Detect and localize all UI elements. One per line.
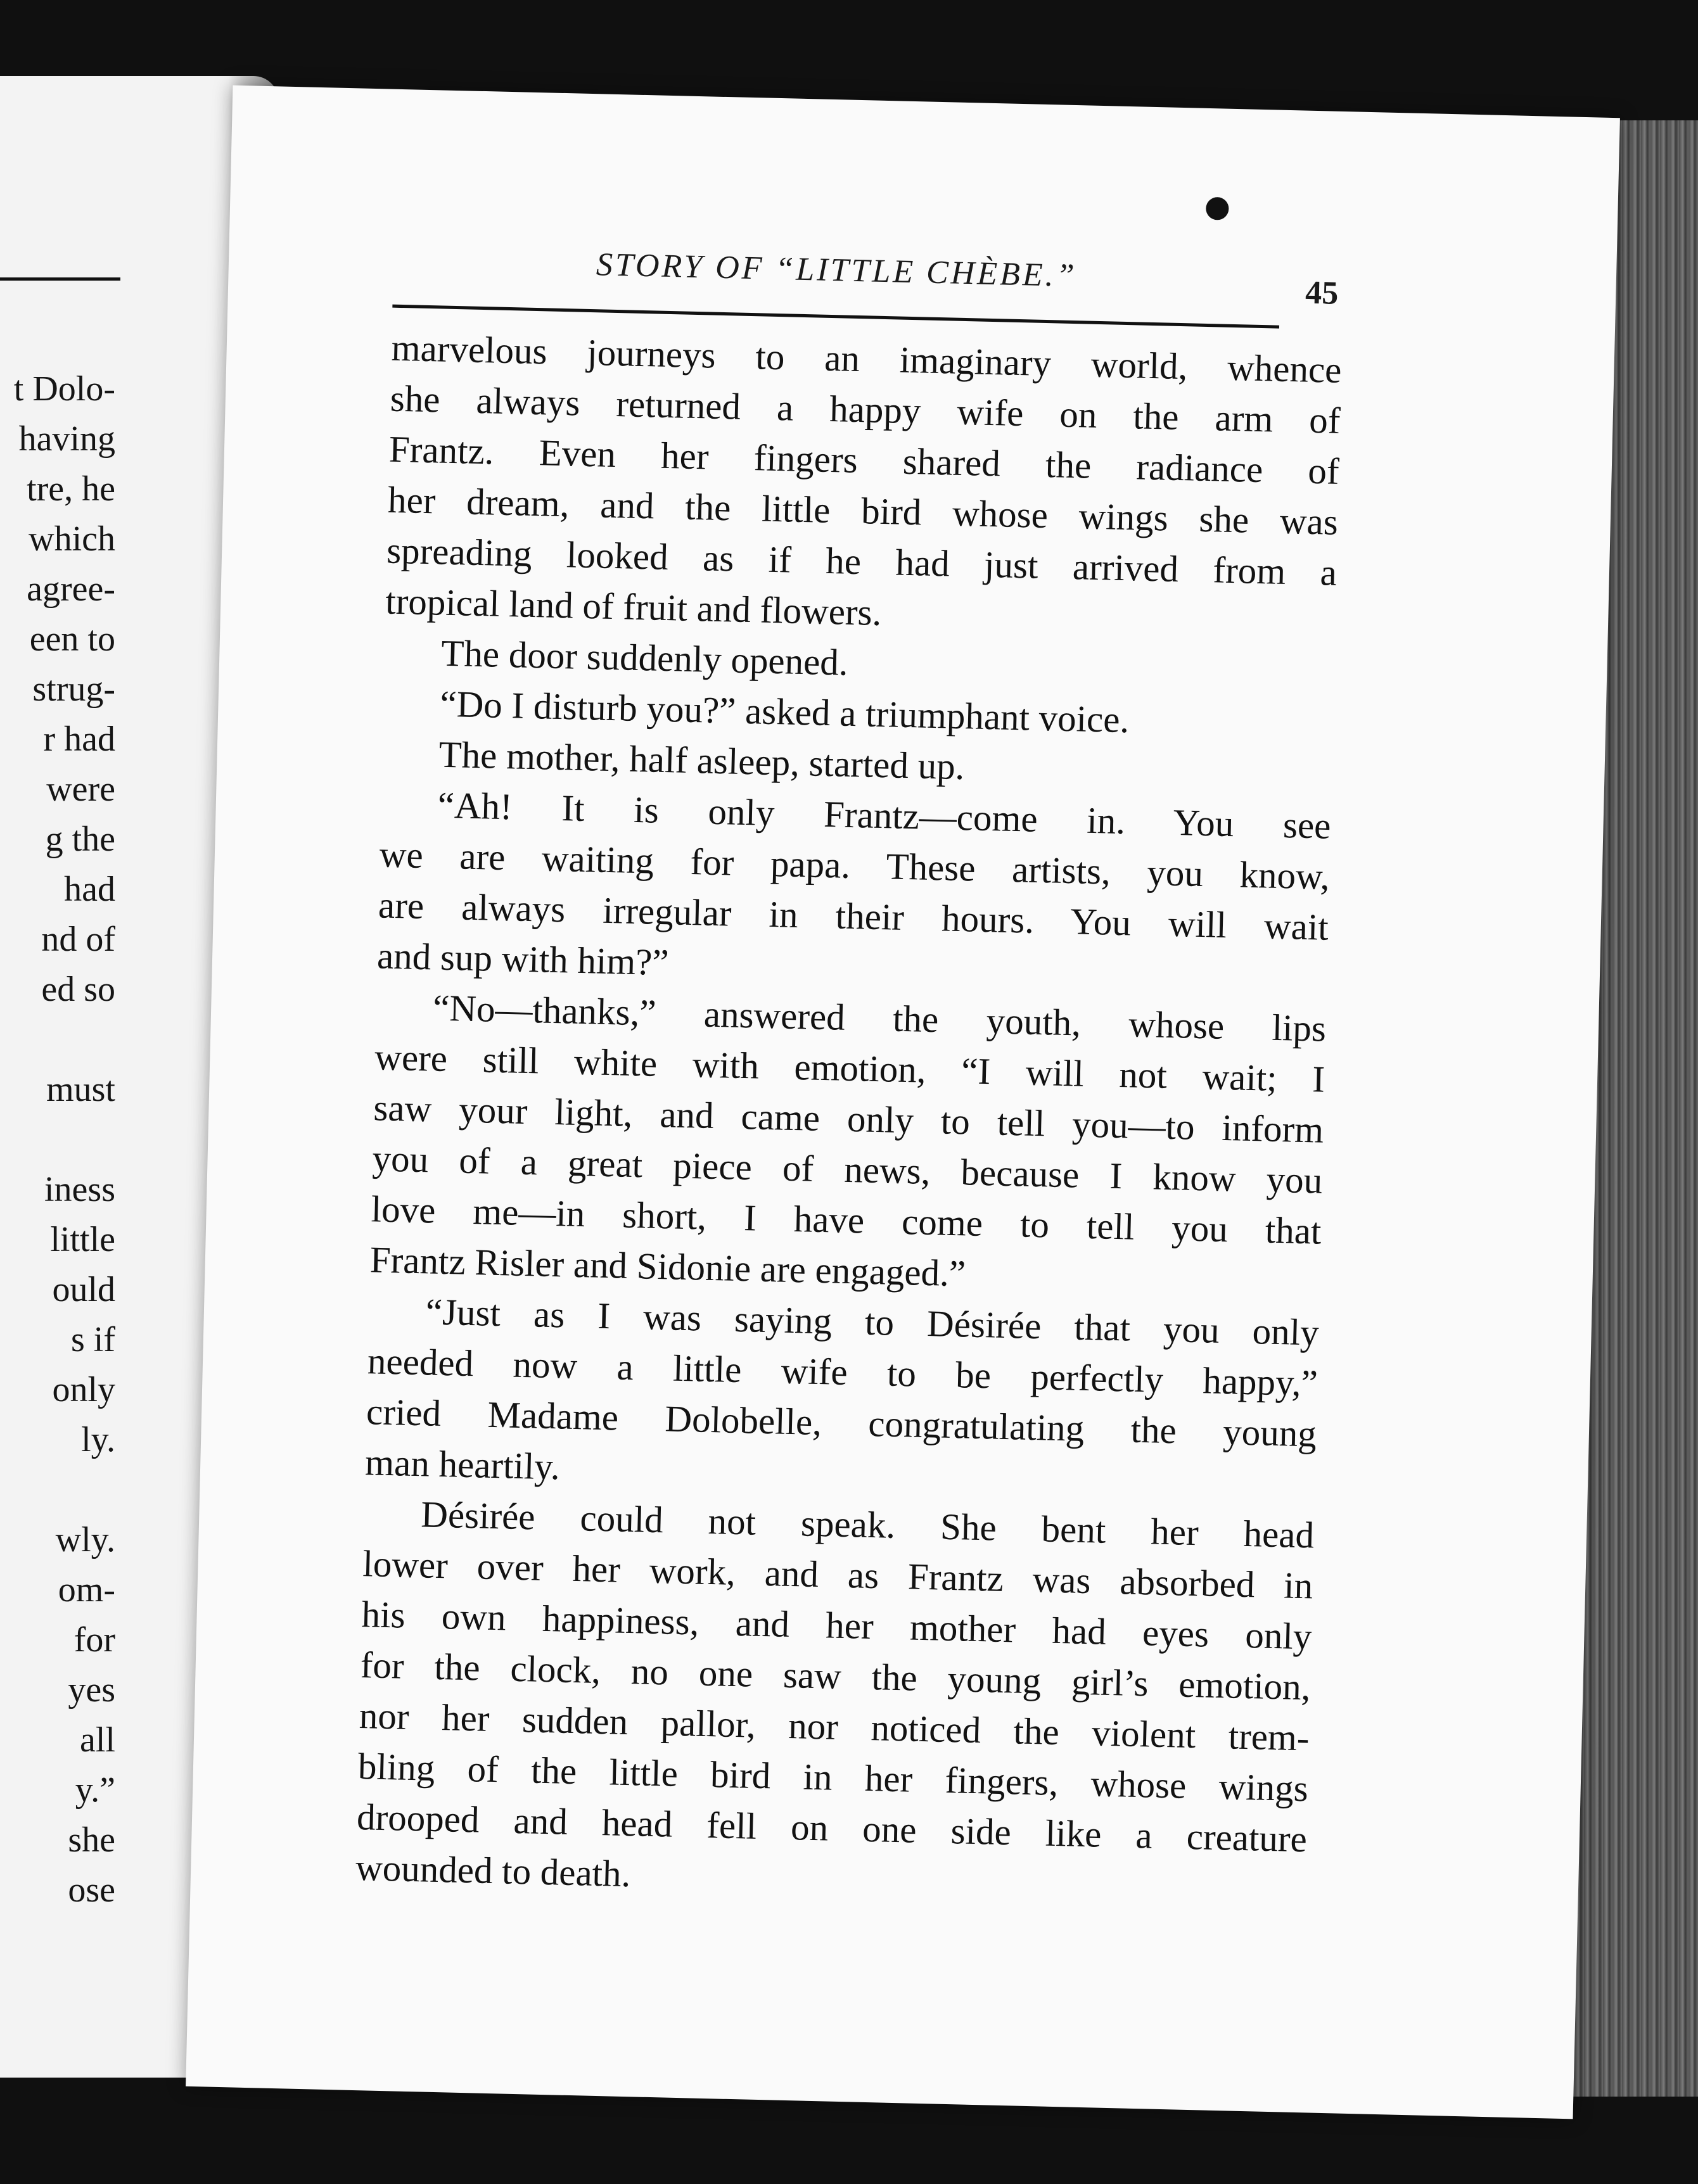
text-line: were still white with emotion, “I will not wait; I [374,1036,1325,1100]
left-page-text [14,364,115,1915]
text-line: bling of the little bird in her fingers, whose wings [357,1745,1309,1810]
page-number: 45 [1305,274,1339,312]
text-line: Frantz. Even her fingers shared the radiance of [388,428,1340,492]
left-page-line: y.” [75,1770,115,1810]
text-line: “Just as I was saying to Désirée that you only [425,1290,1320,1354]
left-page-line: ly. [81,1420,115,1459]
left-page-line: had [64,870,115,909]
text-line: are always irregular in their hours. You will wait [378,884,1329,948]
text-line: “Do I disturb you?” asked a triumphant voice. [439,682,1130,741]
text-line: saw your light, and came only to tell you—to inform [373,1086,1324,1151]
left-page-line: must [46,1070,115,1109]
left-page-line: ose [68,1870,115,1910]
left-page-line: she [68,1820,115,1860]
text-line: The door suddenly opened. [440,632,849,683]
text-line: tropical land of fruit and flowers. [385,580,883,633]
text-line: “No—thanks,” answered the youth, whose lips [432,986,1327,1050]
text-line: his own happiness, and her mother had eyes only [361,1593,1313,1658]
left-page-line: which [29,519,115,559]
text-line: “Ah! It is only Frantz—come in. You see [437,784,1332,847]
text-line: love me—in short, I have come to tell you that [371,1188,1322,1252]
text-line: marvelous journeys to an imaginary world, whence [391,326,1343,391]
left-page-line: iness [44,1170,115,1209]
right-page [186,86,1620,2119]
text-line: wounded to death. [355,1846,632,1895]
text-line: her dream, and the little bird whose wings she was [387,478,1339,543]
left-page-line: ould [52,1270,115,1309]
left-page-line: for [73,1620,115,1660]
text-line: she always returned a happy wife on the arm of [390,377,1341,441]
text-line: needed now a little wife to be perfectly happy,” [367,1340,1318,1404]
text-line: cried Madame Dolobelle, congratulating the young [366,1390,1317,1455]
text-line: The mother, half asleep, started up. [438,733,966,788]
text-line: Frantz Risler and Sidonie are engaged.” [369,1238,966,1295]
left-page-line [14,1015,115,1065]
text-line: lower over her work, and as Frantz was absorbed in [362,1542,1313,1607]
left-page-line: wly. [55,1520,115,1559]
text-line: man heartily. [364,1441,561,1488]
left-page-line: strug- [32,670,115,709]
paragraph [376,778,1331,1003]
left-page-line: only [52,1370,115,1409]
paragraph [355,1487,1315,1915]
left-page-line: een to [29,619,115,659]
left-page-line: little [50,1220,115,1259]
paragraph [369,981,1327,1307]
left-page-line [14,1465,115,1515]
left-page-line: g the [45,820,115,859]
paragraph [385,322,1342,649]
text-line: you of a great piece of news, because I know you [371,1137,1324,1202]
left-page-line: t Dolo- [13,369,115,409]
left-page-line: having [18,419,115,459]
text-line: Désirée could not speak. She bent her head [420,1493,1315,1556]
left-page-line: all [80,1720,115,1760]
left-page-line: nd of [41,920,115,959]
running-head: STORY OF “LITTLE CHÈBE.” [596,246,1078,295]
text-line: spreading looked as if he had just arrived from a [386,529,1337,594]
text-line: for the clock, no one saw the young girl’s emotion, [360,1644,1312,1708]
left-page-line: ed so [41,970,115,1009]
left-page-line: r had [43,720,115,759]
left-page-line [14,1115,115,1165]
left-page-line: om- [58,1570,115,1609]
text-line: drooped and head fell on one side like a creature [356,1796,1308,1860]
left-page-line: s if [71,1320,115,1359]
left-page-line: agree- [27,569,115,609]
text-line: and sup with him?” [376,934,670,984]
binding-dot [1206,197,1229,220]
paragraph [364,1285,1319,1509]
left-page-line: were [46,770,115,809]
text-line: we are waiting for papa. These artists, you know, [379,833,1331,898]
left-page-line: tre, he [27,469,115,509]
left-page-line: yes [68,1670,115,1710]
body-text [355,322,1342,1915]
text-line: nor her sudden pallor, nor noticed the violent trem- [359,1694,1310,1759]
left-page-rule [0,277,120,281]
